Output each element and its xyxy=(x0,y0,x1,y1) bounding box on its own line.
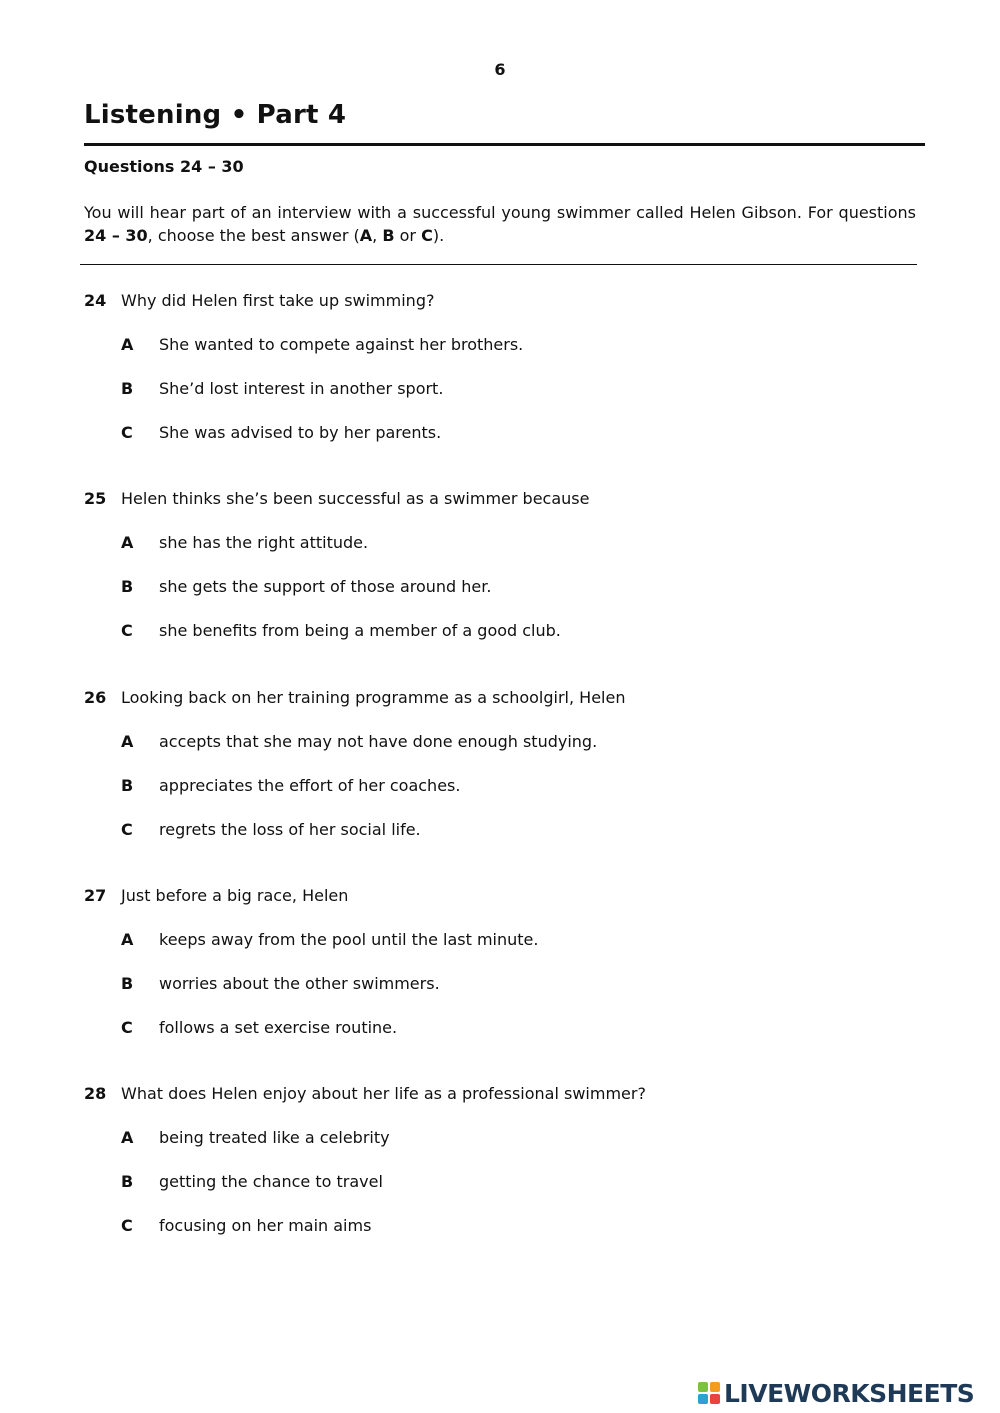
option-letter: B xyxy=(121,1172,134,1191)
title-divider xyxy=(84,143,925,146)
liveworksheets-logo-icon xyxy=(697,1381,721,1405)
option-text: accepts that she may not have done enough studying. xyxy=(159,732,598,751)
liveworksheets-logo[interactable] xyxy=(697,1378,974,1408)
question-text: Why did Helen first take up swimming? xyxy=(121,291,435,310)
instructions-range: 24 – 30 xyxy=(84,226,148,245)
question-25 xyxy=(84,487,924,643)
option-27-c[interactable] xyxy=(84,1016,924,1040)
instructions-text-3: ). xyxy=(432,226,445,245)
option-letter: C xyxy=(121,621,133,640)
question-24 xyxy=(84,289,924,445)
option-26-a[interactable] xyxy=(84,730,924,754)
option-28-b[interactable] xyxy=(84,1170,924,1194)
option-24-b[interactable] xyxy=(84,377,924,401)
question-stem xyxy=(84,487,924,511)
option-text: worries about the other swimmers. xyxy=(159,974,440,993)
option-letter: A xyxy=(121,335,134,354)
option-letter: A xyxy=(121,732,134,751)
instructions-text-1: You will hear part of an interview with a successful young swimmer called Helen Gibson. For questions xyxy=(84,203,916,222)
question-stem xyxy=(84,289,924,313)
instructions-sep-2: or xyxy=(394,226,422,245)
option-25-a[interactable] xyxy=(84,531,924,555)
option-text: appreciates the effort of her coaches. xyxy=(159,776,461,795)
instructions-sep-1: , xyxy=(372,226,383,245)
page-title: Listening • Part 4 xyxy=(84,100,347,130)
option-text: She’d lost interest in another sport. xyxy=(159,379,444,398)
option-text: she has the right attitude. xyxy=(159,533,369,552)
option-text: She was advised to by her parents. xyxy=(159,423,442,442)
option-letter: B xyxy=(121,379,134,398)
question-26 xyxy=(84,686,924,842)
option-text: She wanted to compete against her brothers. xyxy=(159,335,524,354)
option-text: regrets the loss of her social life. xyxy=(159,820,421,839)
option-text: being treated like a celebrity xyxy=(159,1128,390,1147)
option-text: follows a set exercise routine. xyxy=(159,1018,398,1037)
question-text: Helen thinks she’s been successful as a swimmer because xyxy=(121,489,590,508)
question-stem xyxy=(84,884,924,908)
question-number: 27 xyxy=(84,886,107,905)
question-number: 28 xyxy=(84,1084,107,1103)
option-28-c[interactable] xyxy=(84,1214,924,1238)
question-stem xyxy=(84,1082,924,1106)
option-28-a[interactable] xyxy=(84,1126,924,1150)
instructions-divider xyxy=(80,264,917,265)
option-24-c[interactable] xyxy=(84,421,924,445)
option-letter: C xyxy=(121,1216,133,1235)
option-25-b[interactable] xyxy=(84,575,924,599)
option-27-b[interactable] xyxy=(84,972,924,996)
option-text: getting the chance to travel xyxy=(159,1172,383,1191)
option-letter: B xyxy=(121,776,134,795)
instructions-text-2: , choose the best answer ( xyxy=(147,226,360,245)
option-letter: A xyxy=(121,1128,134,1147)
option-letter: B xyxy=(121,577,134,596)
instructions-letter-b: B xyxy=(382,226,395,245)
option-27-a[interactable] xyxy=(84,928,924,952)
question-number: 25 xyxy=(84,489,107,508)
liveworksheets-logo-text: LIVEWORKSHEETS xyxy=(724,1378,975,1408)
question-number: 26 xyxy=(84,688,107,707)
option-26-c[interactable] xyxy=(84,818,924,842)
question-text: Just before a big race, Helen xyxy=(121,886,349,905)
option-25-c[interactable] xyxy=(84,619,924,643)
instructions-letter-c: C xyxy=(421,226,433,245)
question-number: 24 xyxy=(84,291,107,310)
option-text: focusing on her main aims xyxy=(159,1216,372,1235)
option-letter: A xyxy=(121,930,134,949)
question-27 xyxy=(84,884,924,1040)
option-text: keeps away from the pool until the last minute. xyxy=(159,930,539,949)
instructions-paragraph xyxy=(84,201,916,247)
option-letter: A xyxy=(121,533,134,552)
instructions-letter-a: A xyxy=(359,226,373,245)
option-letter: C xyxy=(121,1018,133,1037)
questions-range-heading: Questions 24 – 30 xyxy=(84,157,244,176)
question-text: Looking back on her training programme as a schoolgirl, Helen xyxy=(121,688,626,707)
option-text: she benefits from being a member of a good club. xyxy=(159,621,561,640)
question-stem xyxy=(84,686,924,710)
page-number: 6 xyxy=(494,60,506,79)
option-24-a[interactable] xyxy=(84,333,924,357)
question-text: What does Helen enjoy about her life as a professional swimmer? xyxy=(121,1084,646,1103)
question-28 xyxy=(84,1082,924,1238)
option-26-b[interactable] xyxy=(84,774,924,798)
option-text: she gets the support of those around her. xyxy=(159,577,492,596)
option-letter: C xyxy=(121,820,133,839)
option-letter: B xyxy=(121,974,134,993)
option-letter: C xyxy=(121,423,133,442)
